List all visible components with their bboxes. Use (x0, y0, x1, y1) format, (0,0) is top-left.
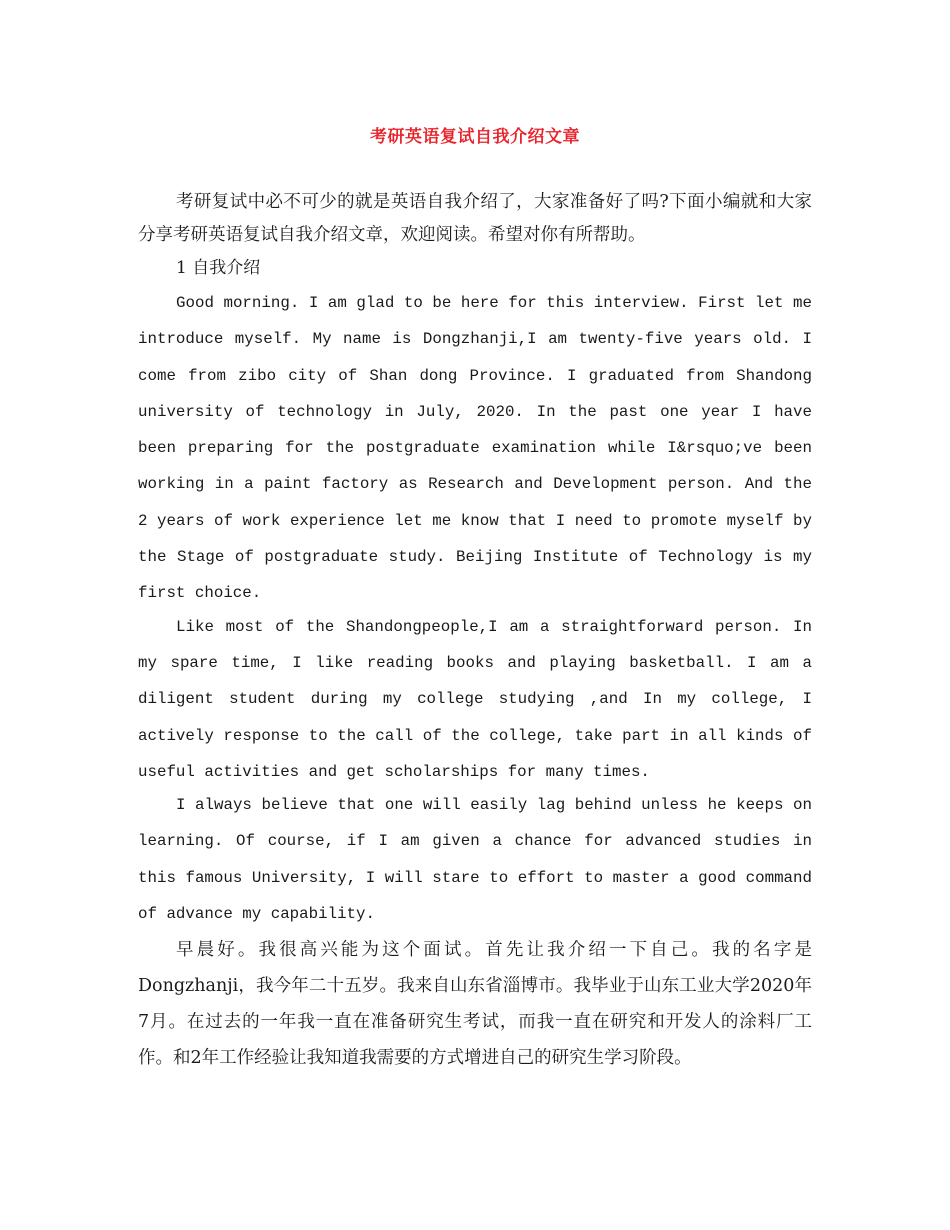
document-body (138, 186, 812, 1076)
english-paragraph-2: Like most of the Shandongpeople,I am a straightforward person. In my spare time, I like reading books and playing basketball. I am a diligent student during my college studying ,and In my college, I actively response to the call of the college, take part in all kinds of useful activities and get scholarships for many times. (138, 617, 812, 781)
english-paragraph-3: I always believe that one will easily lag behind unless he keeps on learning. Of course, if I am given a chance for advanced studies in this famous University, I will stare to effort to master a good command of advance my capability. (138, 796, 812, 924)
intro-paragraph: 考研复试中必不可少的就是英语自我介绍了，大家准备好了吗?下面小编就和大家分享考研英语复试自我介绍文章，欢迎阅读。希望对你有所帮助。 (138, 192, 812, 245)
section-heading: 1 自我介绍 (176, 258, 261, 278)
chinese-translation-paragraph: 早晨好。我很高兴能为这个面试。首先让我介绍一下自己。我的名字是Dongzhanji，我今年二十五岁。我来自山东省淄博市。我毕业于山东工业大学2020年7月。在过去的一年我一直在准备研究生考试，而我一直在研究和开发人的涂料厂工作。和2年工作经验让我知道我需要的方式增进自己的研究生学习阶段。 (138, 940, 812, 1069)
document-title: 考研英语复试自我介绍文章 (370, 127, 580, 147)
english-paragraph-1: Good morning. I am glad to be here for this interview. First let me introduce myself. My name is Dongzhanji,I am twenty-five years old. I come from zibo city of Shan dong Province. I graduated from Shandong university of technology in July, 2020. In the past one year I have been preparing for the postgraduate examination while I&rsquo;ve been working in a paint factory as Research and Development person. And the 2 years of work experience let me know that I need to promote myself by the Stage of postgraduate study. Beijing Institute of Technology is my first choice. (138, 294, 812, 603)
